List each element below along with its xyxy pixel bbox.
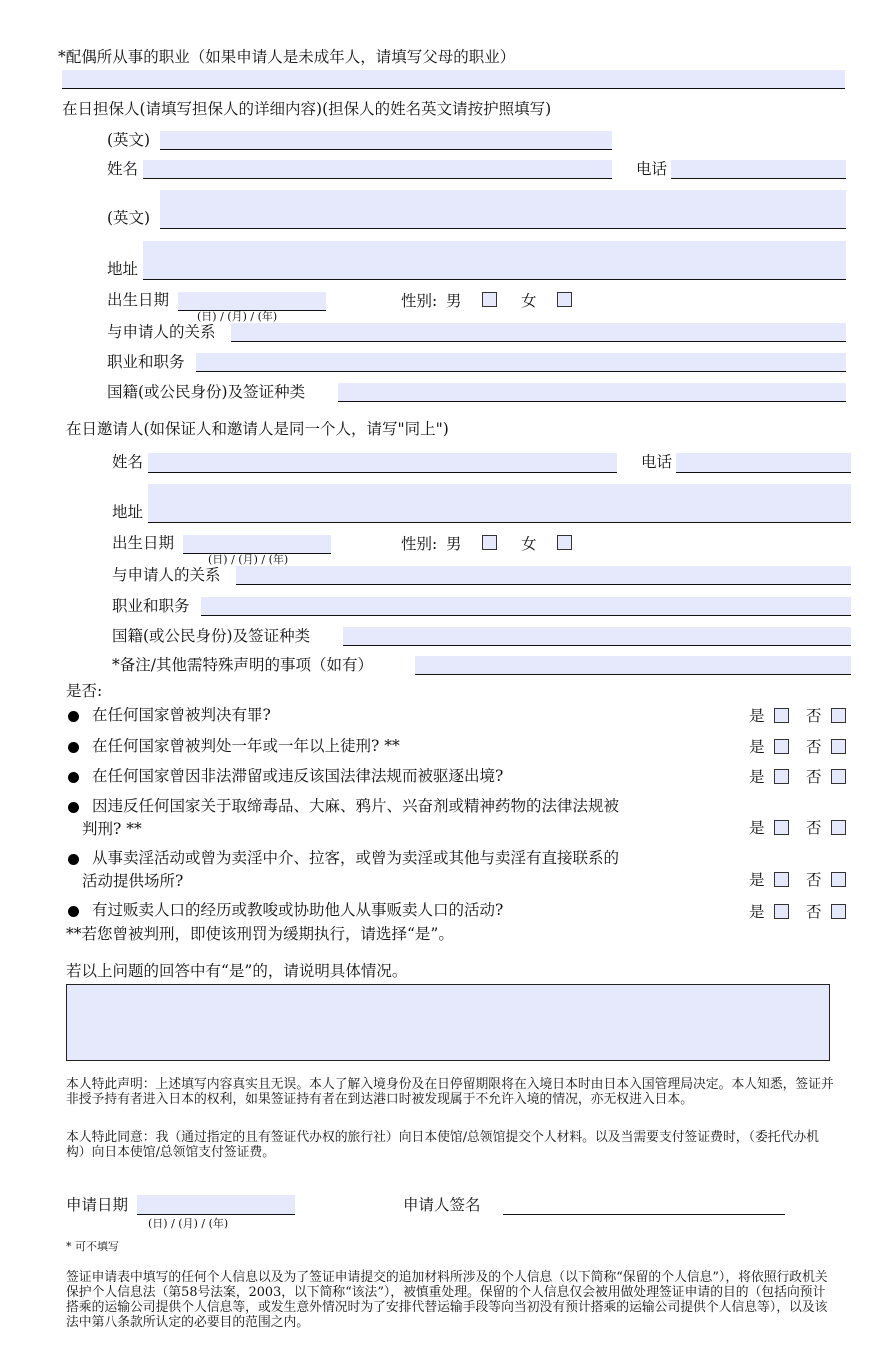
question-1-text: 在任何国家曾被判决有罪? bbox=[92, 706, 271, 724]
guarantor-male-checkbox[interactable] bbox=[482, 292, 497, 307]
guarantor-address-label: 地址 bbox=[107, 260, 139, 278]
guarantor-address-en-label: (英文) bbox=[107, 209, 151, 227]
guarantor-female-label: 女 bbox=[521, 292, 537, 310]
question-2-no-checkbox[interactable] bbox=[831, 739, 846, 754]
underline bbox=[148, 522, 851, 523]
question-1-no-label: 否 bbox=[806, 707, 822, 725]
bullet-icon bbox=[68, 906, 79, 917]
question-2-text: 在任何国家曾被判处一年或一年以上徒刑? ** bbox=[92, 737, 400, 755]
application-date-label: 申请日期 bbox=[66, 1196, 129, 1214]
guarantor-name-en-field[interactable] bbox=[160, 131, 612, 149]
guarantor-sex-label: 性别: bbox=[401, 292, 438, 310]
bullet-icon bbox=[68, 742, 79, 753]
underline bbox=[338, 401, 846, 402]
question-3-yes-checkbox[interactable] bbox=[774, 769, 789, 784]
question-1-no-checkbox[interactable] bbox=[831, 708, 846, 723]
guarantor-heading: 在日担保人(请填写担保人的详细内容)(担保人的姓名英文请按护照填写) bbox=[62, 100, 552, 118]
question-2-yes-label: 是 bbox=[749, 738, 765, 756]
guarantor-relation-field[interactable] bbox=[231, 323, 846, 341]
inviter-nationality-field[interactable] bbox=[343, 627, 851, 645]
inviter-address-field[interactable] bbox=[148, 484, 851, 522]
question-5-no-label: 否 bbox=[806, 871, 822, 889]
guarantor-tel-field[interactable] bbox=[671, 160, 846, 178]
question-5-text-line2: 活动提供场所? bbox=[82, 872, 184, 890]
underline bbox=[160, 228, 846, 229]
application-date-hint: (日) / (月) / (年) bbox=[148, 1217, 229, 1230]
underline bbox=[671, 178, 846, 179]
question-1-yes-checkbox[interactable] bbox=[774, 708, 789, 723]
guarantor-address-en-field[interactable] bbox=[160, 190, 846, 228]
spouse-occupation-field[interactable] bbox=[62, 70, 845, 88]
bullet-icon bbox=[68, 711, 79, 722]
question-1-yes-label: 是 bbox=[749, 707, 765, 725]
underline bbox=[143, 279, 846, 280]
inviter-dob-hint: (日) / (月) / (年) bbox=[208, 553, 289, 566]
inviter-dob-label: 出生日期 bbox=[112, 534, 175, 552]
question-4-yes-label: 是 bbox=[749, 819, 765, 837]
guarantor-dob-hint: (日) / (月) / (年) bbox=[197, 310, 278, 323]
inviter-female-checkbox[interactable] bbox=[557, 535, 572, 550]
inviter-tel-label: 电话 bbox=[641, 453, 673, 471]
questions-intro: 是否: bbox=[66, 682, 103, 700]
guarantor-name-label: 姓名 bbox=[107, 160, 139, 178]
privacy-notice: 签证申请表中填写的任何个人信息以及为了签证申请提交的追加材料所涉及的个人信息（以下简称“保留的个人信息”），将依照行政机关保护个人信息法（第58号法案，2003，以下简称“该法”），被慎重处理。保留的个人信息仅会被用做处理签证申请的目的（包括向预计搭乘的运输公司提供个人信息等，或发生意外情况时为了安排代替运输手段等向当初没有预计搭乘的运输公司提供个人信息等），以及该法中第八条款所认定的必要目的范围之内。 bbox=[66, 1270, 828, 1330]
inviter-remarks-label: *备注/其他需特殊声明的事项（如有） bbox=[112, 656, 373, 674]
question-3-text: 在任何国家曾因非法滞留或违反该国法律法规而被驱逐出境? bbox=[92, 767, 504, 785]
underline bbox=[415, 674, 851, 675]
guarantor-occupation-field[interactable] bbox=[196, 353, 846, 371]
inviter-male-label: 男 bbox=[446, 535, 462, 553]
signature-line[interactable] bbox=[503, 1214, 785, 1215]
underline bbox=[160, 149, 612, 150]
guarantor-male-label: 男 bbox=[446, 292, 462, 310]
application-date-field[interactable] bbox=[137, 1195, 295, 1214]
question-6-text: 有过贩卖人口的经历或教唆或协助他人从事贩卖人口的活动? bbox=[92, 901, 504, 919]
inviter-nationality-label: 国籍(或公民身份)及签证种类 bbox=[112, 627, 311, 645]
question-2-yes-checkbox[interactable] bbox=[774, 739, 789, 754]
guarantor-dob-field[interactable] bbox=[178, 292, 326, 310]
underline bbox=[137, 1214, 295, 1215]
guarantor-dob-label: 出生日期 bbox=[107, 291, 170, 309]
inviter-remarks-field[interactable] bbox=[415, 656, 851, 674]
question-3-no-label: 否 bbox=[806, 768, 822, 786]
inviter-relation-field[interactable] bbox=[236, 566, 851, 584]
guarantor-relation-label: 与申请人的关系 bbox=[107, 323, 216, 341]
inviter-name-label: 姓名 bbox=[112, 453, 144, 471]
underline bbox=[343, 645, 851, 646]
question-5-yes-checkbox[interactable] bbox=[774, 872, 789, 887]
inviter-occupation-label: 职业和职务 bbox=[112, 597, 190, 615]
inviter-heading: 在日邀请人(如保证人和邀请人是同一个人，请写"同上") bbox=[66, 420, 449, 438]
explain-label: 若以上问题的回答中有“是”的，请说明具体情况。 bbox=[66, 962, 408, 980]
underline bbox=[148, 472, 617, 473]
bullet-icon bbox=[68, 802, 79, 813]
inviter-relation-label: 与申请人的关系 bbox=[112, 566, 221, 584]
guarantor-address-field[interactable] bbox=[143, 241, 846, 279]
signature-label: 申请人签名 bbox=[403, 1196, 481, 1214]
declaration-paragraph-1: 本人特此声明：上述填写内容真实且无误。本人了解入境身份及在日停留期限将在入境日本时由日本入国管理局决定。本人知悉，签证并非授予持有者进入日本的权利，如果签证持有者在到达港口时被发现属于不允许入境的情况，亦无权进入日本。 bbox=[66, 1077, 834, 1107]
underline bbox=[196, 371, 846, 372]
guarantor-name-field[interactable] bbox=[143, 160, 612, 178]
inviter-dob-field[interactable] bbox=[183, 535, 331, 553]
question-4-text-line2: 判刑? ** bbox=[82, 820, 142, 838]
guarantor-female-checkbox[interactable] bbox=[557, 292, 572, 307]
divider bbox=[62, 88, 845, 89]
underline bbox=[201, 615, 851, 616]
question-3-yes-label: 是 bbox=[749, 768, 765, 786]
explain-textarea[interactable] bbox=[66, 984, 830, 1061]
underline bbox=[231, 341, 846, 342]
guarantor-nationality-field[interactable] bbox=[338, 383, 846, 401]
question-6-no-label: 否 bbox=[806, 903, 822, 921]
inviter-address-label: 地址 bbox=[112, 503, 144, 521]
question-5-no-checkbox[interactable] bbox=[831, 872, 846, 887]
question-4-no-checkbox[interactable] bbox=[831, 820, 846, 835]
inviter-sex-label: 性别: bbox=[401, 535, 438, 553]
question-6-yes-label: 是 bbox=[749, 903, 765, 921]
inviter-female-label: 女 bbox=[521, 535, 537, 553]
question-2-no-label: 否 bbox=[806, 738, 822, 756]
underline bbox=[676, 472, 851, 473]
inviter-occupation-field[interactable] bbox=[201, 597, 851, 615]
question-4-yes-checkbox[interactable] bbox=[774, 820, 789, 835]
guarantor-nationality-label: 国籍(或公民身份)及签证种类 bbox=[107, 383, 306, 401]
question-6-yes-checkbox[interactable] bbox=[774, 904, 789, 919]
questions-footnote: **若您曾被判刑，即使该刑罚为缓期执行，请选择“是”。 bbox=[66, 925, 454, 943]
guarantor-occupation-label: 职业和职务 bbox=[107, 353, 185, 371]
underline bbox=[236, 584, 851, 585]
spouse-occupation-label: *配偶所从事的职业（如果申请人是未成年人，请填写父母的职业） bbox=[58, 48, 516, 66]
underline bbox=[143, 178, 612, 179]
question-4-text: 因违反任何国家关于取缔毒品、大麻、鸦片、兴奋剂或精神药物的法律法规被 bbox=[92, 797, 620, 815]
inviter-male-checkbox[interactable] bbox=[482, 535, 497, 550]
bullet-icon bbox=[68, 772, 79, 783]
bullet-icon bbox=[68, 854, 79, 865]
question-4-no-label: 否 bbox=[806, 819, 822, 837]
question-5-text: 从事卖淫活动或曾为卖淫中介、拉客，或曾为卖淫或其他与卖淫有直接联系的 bbox=[92, 849, 620, 867]
guarantor-tel-label: 电话 bbox=[636, 160, 668, 178]
inviter-name-field[interactable] bbox=[148, 453, 617, 472]
question-5-yes-label: 是 bbox=[749, 871, 765, 889]
declaration-paragraph-2: 本人特此同意：我（通过指定的且有签证代办权的旅行社）向日本使馆/总领馆提交个人材料。以及当需要支付签证费时，（委托代办机构）向日本使馆/总领馆支付签证费。 bbox=[66, 1130, 819, 1160]
inviter-tel-field[interactable] bbox=[676, 453, 851, 472]
question-6-no-checkbox[interactable] bbox=[831, 904, 846, 919]
optional-note: * 可不填写 bbox=[66, 1240, 119, 1253]
guarantor-name-en-label: (英文) bbox=[107, 131, 151, 149]
question-3-no-checkbox[interactable] bbox=[831, 769, 846, 784]
